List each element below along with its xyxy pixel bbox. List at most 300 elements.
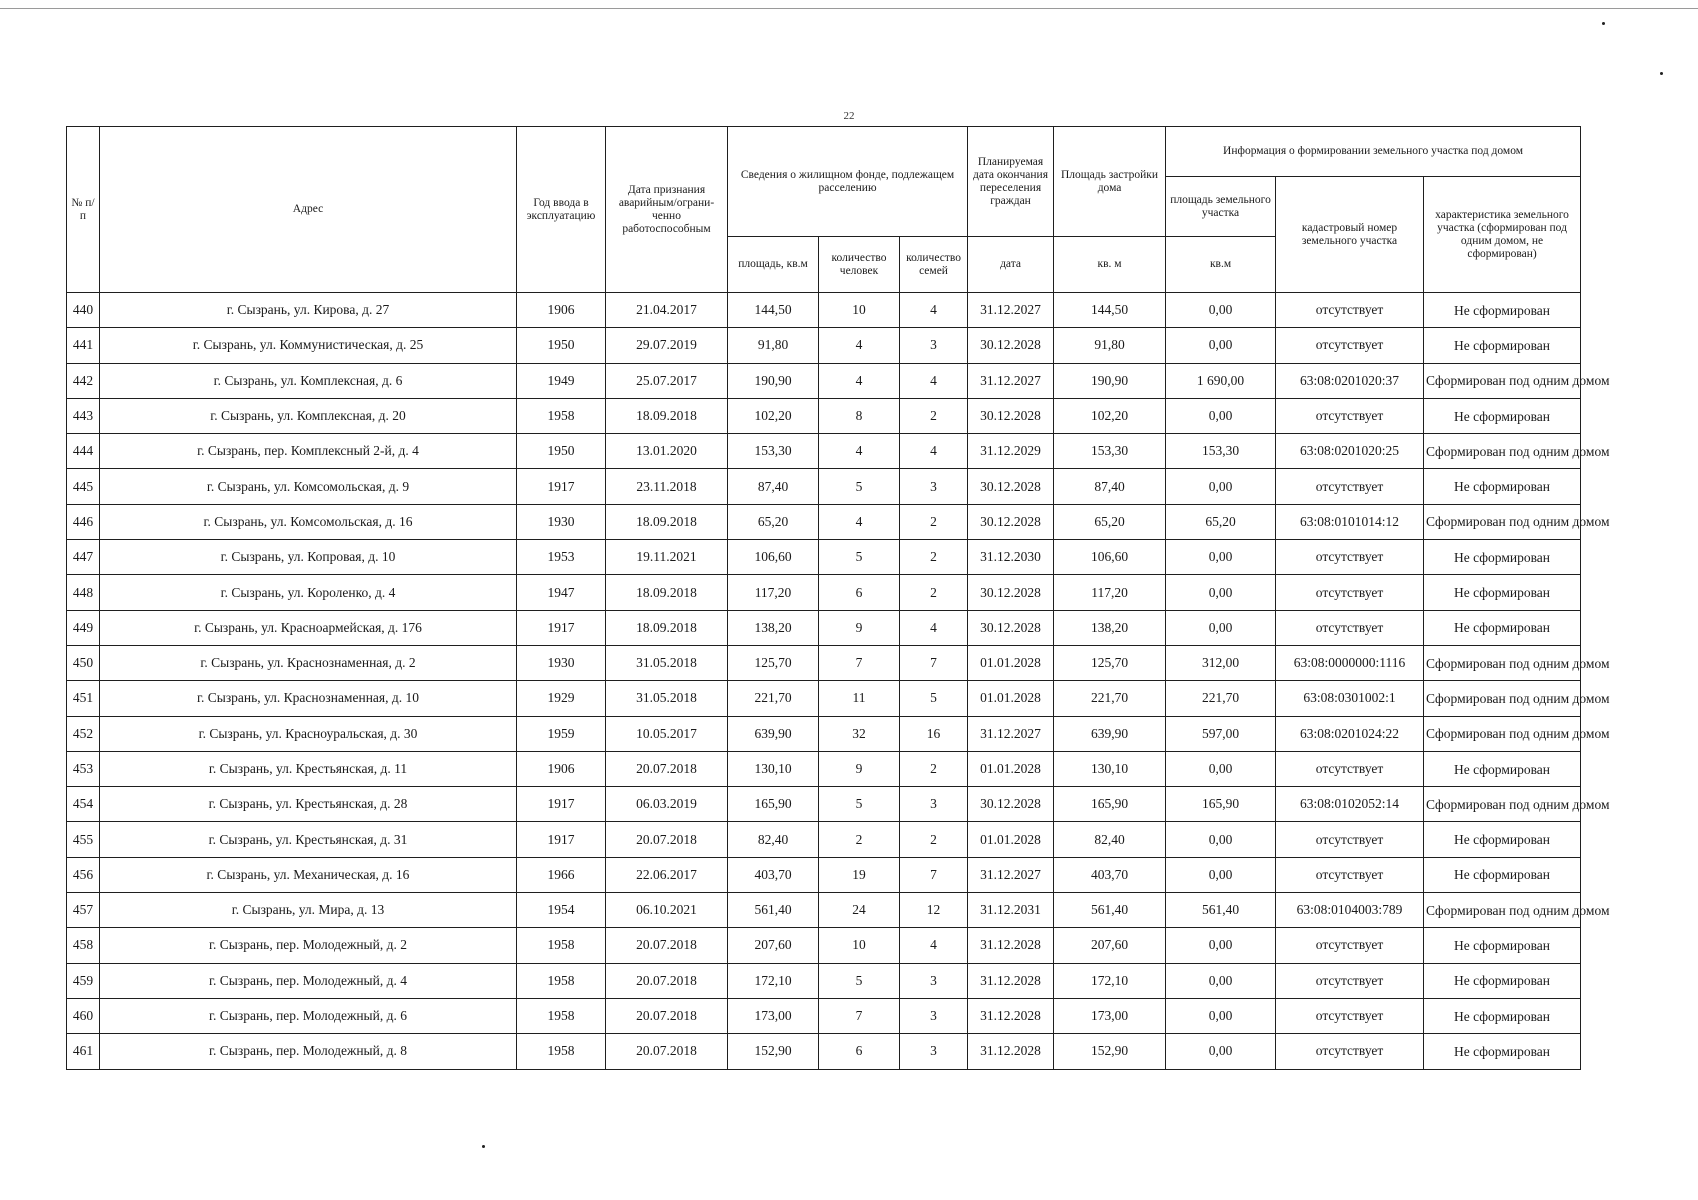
cell-land-status: Не сформирован bbox=[1424, 963, 1581, 998]
cell-planned-end: 31.12.2027 bbox=[968, 857, 1054, 892]
cell-cadastral: 63:08:0101014:12 bbox=[1276, 504, 1424, 539]
cell-year: 1917 bbox=[517, 787, 606, 822]
cell-address: г. Сызрань, ул. Крестьянская, д. 28 bbox=[100, 787, 517, 822]
cell-address: г. Сызрань, ул. Красноармейская, д. 176 bbox=[100, 610, 517, 645]
housing-register-table bbox=[66, 126, 1610, 1070]
cell-cadastral: 63:08:0201020:37 bbox=[1276, 363, 1424, 398]
cell-num: 442 bbox=[67, 363, 100, 398]
cell-land-status: Не сформирован bbox=[1424, 469, 1581, 504]
table-row bbox=[67, 963, 1581, 998]
table-row bbox=[67, 575, 1581, 610]
cell-persons: 2 bbox=[819, 822, 900, 857]
cell-cadastral: отсутствует bbox=[1276, 1034, 1424, 1069]
cell-built-area: 153,30 bbox=[1054, 434, 1166, 469]
header-num: № п/п bbox=[67, 127, 100, 293]
header-land-area-unit: кв.м bbox=[1166, 237, 1276, 293]
table-row bbox=[67, 893, 1581, 928]
cell-cadastral: 63:08:0201024:22 bbox=[1276, 716, 1424, 751]
cell-area: 130,10 bbox=[728, 751, 819, 786]
cell-date-recognized: 20.07.2018 bbox=[606, 751, 728, 786]
cell-persons: 10 bbox=[819, 293, 900, 328]
cell-land-area: 597,00 bbox=[1166, 716, 1276, 751]
cell-families: 12 bbox=[900, 893, 968, 928]
cell-built-area: 152,90 bbox=[1054, 1034, 1166, 1069]
cell-planned-end: 30.12.2028 bbox=[968, 469, 1054, 504]
cell-families: 7 bbox=[900, 857, 968, 892]
table-row bbox=[67, 434, 1581, 469]
table-row bbox=[67, 1034, 1581, 1069]
cell-date-recognized: 20.07.2018 bbox=[606, 1034, 728, 1069]
cell-built-area: 639,90 bbox=[1054, 716, 1166, 751]
cell-area: 138,20 bbox=[728, 610, 819, 645]
cell-built-area: 130,10 bbox=[1054, 751, 1166, 786]
cell-land-area: 0,00 bbox=[1166, 1034, 1276, 1069]
cell-land-status: Сформирован под одним домом bbox=[1424, 681, 1581, 716]
header-area-sqm: площадь, кв.м bbox=[728, 237, 819, 293]
header-date-unit: дата bbox=[968, 237, 1054, 293]
cell-built-area: 125,70 bbox=[1054, 645, 1166, 680]
cell-built-area: 207,60 bbox=[1054, 928, 1166, 963]
cell-land-status: Не сформирован bbox=[1424, 293, 1581, 328]
cell-num: 451 bbox=[67, 681, 100, 716]
cell-built-area: 87,40 bbox=[1054, 469, 1166, 504]
cell-persons: 24 bbox=[819, 893, 900, 928]
cell-date-recognized: 18.09.2018 bbox=[606, 398, 728, 433]
cell-land-area: 0,00 bbox=[1166, 822, 1276, 857]
cell-families: 3 bbox=[900, 963, 968, 998]
cell-families: 3 bbox=[900, 998, 968, 1033]
cell-planned-end: 01.01.2028 bbox=[968, 751, 1054, 786]
cell-area: 173,00 bbox=[728, 998, 819, 1033]
cell-cadastral: отсутствует bbox=[1276, 822, 1424, 857]
cell-date-recognized: 10.05.2017 bbox=[606, 716, 728, 751]
cell-year: 1958 bbox=[517, 998, 606, 1033]
cell-built-area: 106,60 bbox=[1054, 540, 1166, 575]
cell-date-recognized: 21.04.2017 bbox=[606, 293, 728, 328]
cell-built-area: 138,20 bbox=[1054, 610, 1166, 645]
cell-address: г. Сызрань, ул. Коммунистическая, д. 25 bbox=[100, 328, 517, 363]
cell-year: 1959 bbox=[517, 716, 606, 751]
cell-families: 4 bbox=[900, 434, 968, 469]
cell-area: 102,20 bbox=[728, 398, 819, 433]
cell-address: г. Сызрань, ул. Мира, д. 13 bbox=[100, 893, 517, 928]
table-row bbox=[67, 610, 1581, 645]
cell-num: 454 bbox=[67, 787, 100, 822]
cell-families: 2 bbox=[900, 504, 968, 539]
cell-area: 153,30 bbox=[728, 434, 819, 469]
table-row bbox=[67, 681, 1581, 716]
cell-built-area: 561,40 bbox=[1054, 893, 1166, 928]
cell-planned-end: 31.12.2027 bbox=[968, 293, 1054, 328]
cell-area: 106,60 bbox=[728, 540, 819, 575]
cell-address: г. Сызрань, ул. Крестьянская, д. 11 bbox=[100, 751, 517, 786]
cell-cadastral: отсутствует bbox=[1276, 469, 1424, 504]
cell-cadastral: отсутствует bbox=[1276, 751, 1424, 786]
cell-built-area: 102,20 bbox=[1054, 398, 1166, 433]
cell-cadastral: 63:08:0104003:789 bbox=[1276, 893, 1424, 928]
cell-families: 2 bbox=[900, 398, 968, 433]
cell-planned-end: 30.12.2028 bbox=[968, 328, 1054, 363]
cell-land-status: Не сформирован bbox=[1424, 857, 1581, 892]
cell-date-recognized: 19.11.2021 bbox=[606, 540, 728, 575]
cell-built-area: 165,90 bbox=[1054, 787, 1166, 822]
cell-persons: 4 bbox=[819, 328, 900, 363]
cell-year: 1950 bbox=[517, 434, 606, 469]
table-row bbox=[67, 398, 1581, 433]
cell-address: г. Сызрань, ул. Краснознаменная, д. 10 bbox=[100, 681, 517, 716]
cell-persons: 6 bbox=[819, 1034, 900, 1069]
cell-year: 1917 bbox=[517, 610, 606, 645]
header-date-recognized: Дата признания аварийным/ограни-ченно работоспособным bbox=[606, 127, 728, 293]
cell-persons: 5 bbox=[819, 787, 900, 822]
header-built-area: Площадь застройки дома bbox=[1054, 127, 1166, 237]
cell-planned-end: 30.12.2028 bbox=[968, 575, 1054, 610]
scan-speck bbox=[1602, 22, 1605, 25]
cell-date-recognized: 18.09.2018 bbox=[606, 575, 728, 610]
header-land-area: площадь земельного участка bbox=[1166, 177, 1276, 237]
cell-planned-end: 31.12.2028 bbox=[968, 998, 1054, 1033]
cell-planned-end: 31.12.2028 bbox=[968, 1034, 1054, 1069]
table-row bbox=[67, 716, 1581, 751]
cell-land-area: 0,00 bbox=[1166, 963, 1276, 998]
cell-num: 458 bbox=[67, 928, 100, 963]
cell-cadastral: отсутствует bbox=[1276, 928, 1424, 963]
cell-built-area: 403,70 bbox=[1054, 857, 1166, 892]
cell-built-area: 65,20 bbox=[1054, 504, 1166, 539]
cell-land-status: Не сформирован bbox=[1424, 575, 1581, 610]
cell-built-area: 172,10 bbox=[1054, 963, 1166, 998]
cell-year: 1929 bbox=[517, 681, 606, 716]
header-land-group: Информация о формировании земельного участка под домом bbox=[1166, 127, 1581, 177]
cell-num: 444 bbox=[67, 434, 100, 469]
cell-cadastral: 63:08:0102052:14 bbox=[1276, 787, 1424, 822]
cell-planned-end: 01.01.2028 bbox=[968, 681, 1054, 716]
cell-area: 172,10 bbox=[728, 963, 819, 998]
table-row bbox=[67, 645, 1581, 680]
cell-address: г. Сызрань, ул. Копровая, д. 10 bbox=[100, 540, 517, 575]
cell-year: 1966 bbox=[517, 857, 606, 892]
cell-year: 1949 bbox=[517, 363, 606, 398]
cell-planned-end: 31.12.2028 bbox=[968, 963, 1054, 998]
cell-address: г. Сызрань, пер. Молодежный, д. 8 bbox=[100, 1034, 517, 1069]
table-row bbox=[67, 540, 1581, 575]
cell-address: г. Сызрань, пер. Молодежный, д. 6 bbox=[100, 998, 517, 1033]
cell-land-status: Не сформирован bbox=[1424, 328, 1581, 363]
cell-land-status: Сформирован под одним домом bbox=[1424, 787, 1581, 822]
cell-year: 1958 bbox=[517, 963, 606, 998]
cell-families: 3 bbox=[900, 469, 968, 504]
cell-year: 1958 bbox=[517, 1034, 606, 1069]
cell-families: 5 bbox=[900, 681, 968, 716]
cell-persons: 9 bbox=[819, 751, 900, 786]
cell-land-area: 0,00 bbox=[1166, 998, 1276, 1033]
cell-built-area: 117,20 bbox=[1054, 575, 1166, 610]
cell-area: 221,70 bbox=[728, 681, 819, 716]
cell-address: г. Сызрань, ул. Кирова, д. 27 bbox=[100, 293, 517, 328]
cell-families: 3 bbox=[900, 787, 968, 822]
table-row bbox=[67, 469, 1581, 504]
cell-address: г. Сызрань, ул. Крестьянская, д. 31 bbox=[100, 822, 517, 857]
cell-persons: 32 bbox=[819, 716, 900, 751]
cell-date-recognized: 22.06.2017 bbox=[606, 857, 728, 892]
cell-families: 4 bbox=[900, 293, 968, 328]
scan-speck bbox=[482, 1145, 485, 1148]
cell-area: 125,70 bbox=[728, 645, 819, 680]
cell-date-recognized: 06.03.2019 bbox=[606, 787, 728, 822]
cell-persons: 19 bbox=[819, 857, 900, 892]
cell-families: 2 bbox=[900, 751, 968, 786]
table-row bbox=[67, 363, 1581, 398]
table-row bbox=[67, 928, 1581, 963]
cell-area: 403,70 bbox=[728, 857, 819, 892]
cell-date-recognized: 20.07.2018 bbox=[606, 928, 728, 963]
cell-num: 460 bbox=[67, 998, 100, 1033]
cell-year: 1917 bbox=[517, 822, 606, 857]
cell-persons: 5 bbox=[819, 963, 900, 998]
cell-persons: 6 bbox=[819, 575, 900, 610]
cell-address: г. Сызрань, пер. Комплексный 2-й, д. 4 bbox=[100, 434, 517, 469]
cell-land-area: 312,00 bbox=[1166, 645, 1276, 680]
cell-year: 1958 bbox=[517, 928, 606, 963]
cell-num: 446 bbox=[67, 504, 100, 539]
cell-date-recognized: 20.07.2018 bbox=[606, 822, 728, 857]
cell-date-recognized: 18.09.2018 bbox=[606, 610, 728, 645]
scan-speck bbox=[1660, 72, 1663, 75]
cell-cadastral: отсутствует bbox=[1276, 293, 1424, 328]
header-persons: количество человек bbox=[819, 237, 900, 293]
cell-land-status: Не сформирован bbox=[1424, 928, 1581, 963]
cell-persons: 5 bbox=[819, 469, 900, 504]
cell-built-area: 221,70 bbox=[1054, 681, 1166, 716]
cell-num: 443 bbox=[67, 398, 100, 433]
cell-cadastral: 63:08:0201020:25 bbox=[1276, 434, 1424, 469]
cell-year: 1917 bbox=[517, 469, 606, 504]
cell-area: 207,60 bbox=[728, 928, 819, 963]
table-row bbox=[67, 504, 1581, 539]
cell-built-area: 144,50 bbox=[1054, 293, 1166, 328]
cell-persons: 8 bbox=[819, 398, 900, 433]
cell-date-recognized: 13.01.2020 bbox=[606, 434, 728, 469]
cell-area: 91,80 bbox=[728, 328, 819, 363]
cell-date-recognized: 20.07.2018 bbox=[606, 963, 728, 998]
cell-planned-end: 31.12.2031 bbox=[968, 893, 1054, 928]
cell-address: г. Сызрань, ул. Краснознаменная, д. 2 bbox=[100, 645, 517, 680]
cell-land-status: Не сформирован bbox=[1424, 1034, 1581, 1069]
cell-families: 4 bbox=[900, 610, 968, 645]
cell-area: 117,20 bbox=[728, 575, 819, 610]
cell-planned-end: 31.12.2027 bbox=[968, 363, 1054, 398]
cell-planned-end: 30.12.2028 bbox=[968, 504, 1054, 539]
cell-land-status: Не сформирован bbox=[1424, 398, 1581, 433]
cell-families: 4 bbox=[900, 363, 968, 398]
cell-cadastral: отсутствует bbox=[1276, 540, 1424, 575]
cell-families: 2 bbox=[900, 540, 968, 575]
cell-address: г. Сызрань, ул. Комплексная, д. 20 bbox=[100, 398, 517, 433]
cell-cadastral: 63:08:0301002:1 bbox=[1276, 681, 1424, 716]
page-number: 22 bbox=[843, 110, 855, 122]
cell-year: 1954 bbox=[517, 893, 606, 928]
cell-area: 561,40 bbox=[728, 893, 819, 928]
cell-planned-end: 31.12.2029 bbox=[968, 434, 1054, 469]
cell-planned-end: 30.12.2028 bbox=[968, 610, 1054, 645]
cell-land-status: Сформирован под одним домом bbox=[1424, 645, 1581, 680]
cell-num: 456 bbox=[67, 857, 100, 892]
cell-year: 1930 bbox=[517, 504, 606, 539]
cell-year: 1906 bbox=[517, 293, 606, 328]
cell-persons: 4 bbox=[819, 363, 900, 398]
cell-address: г. Сызрань, ул. Комсомольская, д. 16 bbox=[100, 504, 517, 539]
cell-land-area: 1 690,00 bbox=[1166, 363, 1276, 398]
cell-land-status: Не сформирован bbox=[1424, 998, 1581, 1033]
cell-land-area: 0,00 bbox=[1166, 575, 1276, 610]
cell-num: 440 bbox=[67, 293, 100, 328]
cell-date-recognized: 23.11.2018 bbox=[606, 469, 728, 504]
cell-persons: 5 bbox=[819, 540, 900, 575]
cell-address: г. Сызрань, пер. Молодежный, д. 4 bbox=[100, 963, 517, 998]
cell-date-recognized: 20.07.2018 bbox=[606, 998, 728, 1033]
cell-num: 441 bbox=[67, 328, 100, 363]
cell-area: 144,50 bbox=[728, 293, 819, 328]
cell-num: 450 bbox=[67, 645, 100, 680]
cell-built-area: 173,00 bbox=[1054, 998, 1166, 1033]
cell-area: 639,90 bbox=[728, 716, 819, 751]
cell-year: 1958 bbox=[517, 398, 606, 433]
cell-land-status: Не сформирован bbox=[1424, 822, 1581, 857]
cell-persons: 11 bbox=[819, 681, 900, 716]
cell-land-area: 165,90 bbox=[1166, 787, 1276, 822]
cell-address: г. Сызрань, ул. Комсомольская, д. 9 bbox=[100, 469, 517, 504]
cell-planned-end: 30.12.2028 bbox=[968, 787, 1054, 822]
cell-land-area: 0,00 bbox=[1166, 857, 1276, 892]
cell-num: 448 bbox=[67, 575, 100, 610]
header-built-area-unit: кв. м bbox=[1054, 237, 1166, 293]
cell-land-area: 0,00 bbox=[1166, 610, 1276, 645]
cell-families: 2 bbox=[900, 575, 968, 610]
cell-persons: 4 bbox=[819, 434, 900, 469]
cell-planned-end: 31.12.2028 bbox=[968, 928, 1054, 963]
header-cadastral: кадастровый номер земельного участка bbox=[1276, 177, 1424, 293]
cell-num: 461 bbox=[67, 1034, 100, 1069]
table-body bbox=[67, 293, 1610, 1070]
cell-land-area: 0,00 bbox=[1166, 328, 1276, 363]
cell-persons: 7 bbox=[819, 645, 900, 680]
table-row bbox=[67, 998, 1581, 1033]
cell-persons: 9 bbox=[819, 610, 900, 645]
cell-num: 447 bbox=[67, 540, 100, 575]
cell-cadastral: отсутствует bbox=[1276, 575, 1424, 610]
cell-land-status: Сформирован под одним домом bbox=[1424, 893, 1581, 928]
cell-built-area: 91,80 bbox=[1054, 328, 1166, 363]
header-year: Год ввода в эксплуатацию bbox=[517, 127, 606, 293]
cell-year: 1950 bbox=[517, 328, 606, 363]
cell-land-status: Сформирован под одним домом bbox=[1424, 363, 1581, 398]
cell-cadastral: 63:08:0000000:1116 bbox=[1276, 645, 1424, 680]
cell-land-area: 153,30 bbox=[1166, 434, 1276, 469]
cell-cadastral: отсутствует bbox=[1276, 998, 1424, 1033]
cell-families: 4 bbox=[900, 928, 968, 963]
cell-year: 1953 bbox=[517, 540, 606, 575]
cell-date-recognized: 29.07.2019 bbox=[606, 328, 728, 363]
header-land-status: характеристика земельного участка (сформирован под одним домом, не сформирован) bbox=[1424, 177, 1581, 293]
cell-land-area: 0,00 bbox=[1166, 469, 1276, 504]
cell-land-status: Не сформирован bbox=[1424, 751, 1581, 786]
table-row bbox=[67, 822, 1581, 857]
table-row bbox=[67, 293, 1581, 328]
cell-address: г. Сызрань, ул. Механическая, д. 16 bbox=[100, 857, 517, 892]
cell-built-area: 190,90 bbox=[1054, 363, 1166, 398]
cell-land-status: Сформирован под одним домом bbox=[1424, 434, 1581, 469]
cell-area: 165,90 bbox=[728, 787, 819, 822]
cell-date-recognized: 18.09.2018 bbox=[606, 504, 728, 539]
cell-land-area: 0,00 bbox=[1166, 928, 1276, 963]
cell-area: 190,90 bbox=[728, 363, 819, 398]
table-row bbox=[67, 328, 1581, 363]
cell-planned-end: 31.12.2030 bbox=[968, 540, 1054, 575]
cell-planned-end: 01.01.2028 bbox=[968, 645, 1054, 680]
header-families: количество семей bbox=[900, 237, 968, 293]
cell-num: 457 bbox=[67, 893, 100, 928]
cell-land-status: Не сформирован bbox=[1424, 610, 1581, 645]
cell-land-area: 0,00 bbox=[1166, 398, 1276, 433]
cell-families: 3 bbox=[900, 1034, 968, 1069]
cell-persons: 4 bbox=[819, 504, 900, 539]
cell-num: 445 bbox=[67, 469, 100, 504]
cell-area: 65,20 bbox=[728, 504, 819, 539]
cell-land-area: 221,70 bbox=[1166, 681, 1276, 716]
cell-area: 82,40 bbox=[728, 822, 819, 857]
cell-address: г. Сызрань, ул. Красноуральская, д. 30 bbox=[100, 716, 517, 751]
cell-date-recognized: 06.10.2021 bbox=[606, 893, 728, 928]
cell-land-area: 0,00 bbox=[1166, 540, 1276, 575]
cell-persons: 7 bbox=[819, 998, 900, 1033]
header-planned-end: Планируемая дата окончания переселения граждан bbox=[968, 127, 1054, 237]
scan-edge-line bbox=[0, 8, 1698, 9]
cell-land-area: 0,00 bbox=[1166, 751, 1276, 786]
cell-planned-end: 31.12.2027 bbox=[968, 716, 1054, 751]
cell-date-recognized: 31.05.2018 bbox=[606, 681, 728, 716]
table-row bbox=[67, 857, 1581, 892]
cell-area: 87,40 bbox=[728, 469, 819, 504]
header-address: Адрес bbox=[100, 127, 517, 293]
cell-num: 453 bbox=[67, 751, 100, 786]
cell-cadastral: отсутствует bbox=[1276, 328, 1424, 363]
cell-cadastral: отсутствует bbox=[1276, 857, 1424, 892]
cell-land-area: 561,40 bbox=[1166, 893, 1276, 928]
cell-num: 449 bbox=[67, 610, 100, 645]
cell-land-status: Сформирован под одним домом bbox=[1424, 716, 1581, 751]
table-row bbox=[67, 751, 1581, 786]
cell-families: 7 bbox=[900, 645, 968, 680]
cell-num: 455 bbox=[67, 822, 100, 857]
cell-land-status: Сформирован под одним домом bbox=[1424, 504, 1581, 539]
header-housing-group: Сведения о жилищном фонде, подлежащем расселению bbox=[728, 127, 968, 237]
cell-built-area: 82,40 bbox=[1054, 822, 1166, 857]
cell-address: г. Сызрань, пер. Молодежный, д. 2 bbox=[100, 928, 517, 963]
cell-cadastral: отсутствует bbox=[1276, 398, 1424, 433]
cell-families: 3 bbox=[900, 328, 968, 363]
cell-land-area: 0,00 bbox=[1166, 293, 1276, 328]
cell-area: 152,90 bbox=[728, 1034, 819, 1069]
cell-persons: 10 bbox=[819, 928, 900, 963]
table-header bbox=[67, 127, 1581, 293]
cell-address: г. Сызрань, ул. Комплексная, д. 6 bbox=[100, 363, 517, 398]
cell-num: 459 bbox=[67, 963, 100, 998]
cell-families: 2 bbox=[900, 822, 968, 857]
cell-cadastral: отсутствует bbox=[1276, 963, 1424, 998]
cell-families: 16 bbox=[900, 716, 968, 751]
cell-land-status: Не сформирован bbox=[1424, 540, 1581, 575]
cell-planned-end: 01.01.2028 bbox=[968, 822, 1054, 857]
